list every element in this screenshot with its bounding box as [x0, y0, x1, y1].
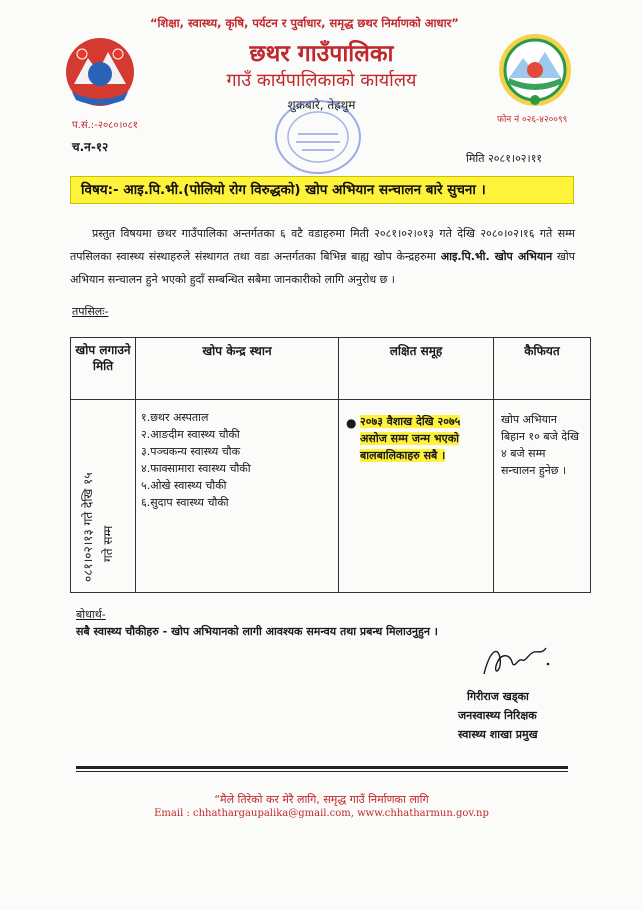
table-row — [71, 400, 591, 593]
list-item: ६.सुदाप स्वास्थ्य चौकी — [141, 496, 229, 509]
campaign-table — [70, 337, 591, 593]
tapasil-label: तपसिलः- — [72, 305, 109, 318]
body-text-after: खोप अभियान सन्चालन हुने भएको हुदाँ सम्बन्धित सबैमा जानकारीको लागि अनुरोध छ । — [70, 250, 576, 286]
footer-slogan: “मैले तिरेको कर मेरै लागि, समृद्ध गाउँ निर्माणका लागि — [214, 793, 429, 806]
office-stamp-icon — [272, 96, 364, 178]
vertical-date — [79, 442, 119, 582]
col-header-date: खोप लगाउने मिति — [71, 338, 136, 400]
list-item: ४.फाक्सामारा स्वास्थ्य चौकी — [141, 462, 251, 475]
municipality-logo-icon — [495, 30, 575, 110]
list-item: ३.पञ्चकन्य स्वास्थ्य चौक — [141, 445, 241, 458]
centre-list — [137, 401, 337, 511]
body-paragraph — [70, 222, 575, 291]
signatory-name: गिरीराज खड्का — [467, 690, 529, 703]
target-group-text: २०७३ वैशाख देखि २०७५ असोज सम्म जन्म भएको बालबालिकाहरु सबै । — [360, 415, 461, 462]
date-line-2: गते सम्म — [101, 525, 115, 562]
signatory-title: जनस्वास्थ्य निरिक्षक — [458, 709, 537, 722]
col-header-target: लक्षित समूह — [339, 338, 494, 400]
bodharth-text: सबै स्वास्थ्य चौकीहरु - खोप अभियानको लागी आवश्यक समन्वय तथा प्रबन्ध मिलाउनुहुन । — [76, 625, 438, 638]
municipality-name: छथर गाउँपालिका — [249, 41, 394, 67]
reference-number: प.सं.:-२०८०।०८१ — [72, 120, 138, 131]
date-line-1: ०८१।०२।१३ गते देखि १५ — [81, 472, 95, 582]
dispatch-number: च.न-१२ — [72, 140, 109, 154]
list-item: ५.ओखे स्वास्थ्य चौकी — [141, 479, 227, 492]
remark-text: खोप अभियान बिहान १० बजे देखि ४ बजे सम्म सन्चालन हुनेछ । — [501, 413, 579, 477]
office-name: गाउँ कार्यपालिकाको कार्यालय — [226, 70, 417, 91]
bullet-icon: ● — [346, 416, 357, 430]
phone-number: फोन नं ०२६-४२००९९ — [497, 115, 568, 125]
date-cell — [71, 400, 136, 593]
subject-banner — [70, 176, 574, 204]
office-address: शुक्रबारे, तेह्रथुम — [287, 98, 356, 112]
footer-divider — [76, 766, 568, 769]
list-item: २.आङदीम स्वास्थ्य चौकी — [141, 428, 240, 441]
signatory-department: स्वास्थ्य शाखा प्रमुख — [458, 728, 538, 741]
col-header-centre: खोप केन्द्र स्थान — [136, 338, 339, 400]
footer-contact: Email : chhathargaupalika@gmail.com, www.chhatharmun.gov.np — [154, 808, 489, 819]
target-group — [346, 413, 486, 464]
header-motto: “शिक्षा, स्वास्थ्य, कृषि, पर्यटन र पुर्वाधार, समृद्ध छथर निर्माणको आधार” — [150, 16, 459, 30]
target-cell — [339, 400, 494, 593]
subject-text: विषय:- आइ.पि.भी.(पोलियो रोग विरुद्धको) खोप अभियान सन्चालन बारे सुचना । — [81, 182, 486, 198]
remark-cell — [494, 400, 591, 593]
signature-icon — [476, 640, 556, 682]
bodharth-label: बोधार्थ- — [76, 608, 106, 621]
body-text-before: प्रस्तुत विषयमा छथर गाउँपालिका अन्तर्गतका ६ वटै वडाहरुमा मिती २०८१।०२।०१३ गते देखि २०८०।०२।१६ गते सम्म तपसिलका स्वास्थ्य संस्थाहरुले संस्थागत तथा वडा अन्तर्गतका बिभिन्न बाह्य खोप केन्द्रहरुमा — [70, 227, 575, 263]
body-text-bold: आइ.पि.भी. खोप अभियान — [440, 250, 553, 263]
letter-date: मिति २०८१।०२।११ — [466, 152, 543, 165]
table-header-row — [71, 338, 591, 400]
col-header-remark: कैफियत — [494, 338, 591, 400]
list-item: १.छथर अस्पताल — [141, 411, 209, 424]
centres-cell — [136, 400, 339, 593]
footer-divider-thin — [76, 771, 568, 772]
